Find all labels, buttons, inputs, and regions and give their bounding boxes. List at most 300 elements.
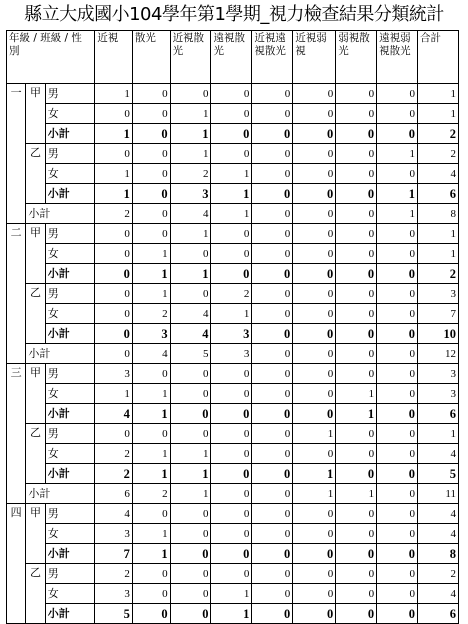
cell-total: 3 xyxy=(418,284,459,304)
sex-label: 男 xyxy=(45,284,95,304)
cell-near-amblyopia: 0 xyxy=(293,544,336,564)
cell-total: 4 xyxy=(418,504,459,524)
cell-total: 8 xyxy=(418,204,459,224)
header-amblyopia-astig: 弱視散光 xyxy=(336,31,377,84)
cell-near-astig: 0 xyxy=(170,564,211,584)
cell-near-amblyopia: 0 xyxy=(293,264,336,284)
table-row xyxy=(7,584,459,604)
cell-astig: 3 xyxy=(132,324,170,344)
table-row xyxy=(7,224,459,244)
table-row xyxy=(7,164,459,184)
cell-near: 0 xyxy=(95,264,133,284)
cell-far-astig: 1 xyxy=(211,204,252,224)
cell-amblyopia-astig: 0 xyxy=(336,184,377,204)
cell-far-astig: 1 xyxy=(211,584,252,604)
header-near-far-astig: 近視遠視散光 xyxy=(252,31,293,84)
cell-far-amblyopia-astig: 0 xyxy=(377,324,418,344)
class-subtotal-row xyxy=(7,324,459,344)
class-subtotal-row xyxy=(7,404,459,424)
cell-far-astig: 1 xyxy=(211,304,252,324)
cell-near: 0 xyxy=(95,424,133,444)
sex-label: 女 xyxy=(45,164,95,184)
cell-near-amblyopia: 0 xyxy=(293,244,336,264)
cell-near-far-astig: 0 xyxy=(252,464,293,484)
cell-far-amblyopia-astig: 1 xyxy=(377,204,418,224)
cell-near-far-astig: 0 xyxy=(252,184,293,204)
cell-near-astig: 0 xyxy=(170,404,211,424)
cell-astig: 1 xyxy=(132,464,170,484)
cell-amblyopia-astig: 0 xyxy=(336,364,377,384)
cell-near-amblyopia: 0 xyxy=(293,604,336,624)
cell-near-amblyopia: 0 xyxy=(293,404,336,424)
cell-near-astig: 5 xyxy=(170,344,211,364)
cell-far-astig: 0 xyxy=(211,104,252,124)
cell-near-astig: 4 xyxy=(170,304,211,324)
cell-near-astig: 0 xyxy=(170,604,211,624)
cell-near-amblyopia: 0 xyxy=(293,84,336,104)
cell-near-far-astig: 0 xyxy=(252,444,293,464)
cell-near-astig: 0 xyxy=(170,364,211,384)
cell-near-far-astig: 0 xyxy=(252,364,293,384)
cell-near-far-astig: 0 xyxy=(252,384,293,404)
cell-near-far-astig: 0 xyxy=(252,604,293,624)
vision-statistics-table xyxy=(6,30,459,624)
cell-near: 0 xyxy=(95,144,133,164)
cell-near-amblyopia: 0 xyxy=(293,164,336,184)
cell-far-astig: 2 xyxy=(211,284,252,304)
grade-cell: 一 xyxy=(7,84,26,224)
cell-near: 3 xyxy=(95,524,133,544)
cell-near: 3 xyxy=(95,364,133,384)
cell-far-amblyopia-astig: 0 xyxy=(377,604,418,624)
cell-amblyopia-astig: 0 xyxy=(336,524,377,544)
cell-amblyopia-astig: 0 xyxy=(336,564,377,584)
document-title: 縣立大成國小104學年第1學期_視力檢查結果分類統計 xyxy=(24,4,444,25)
cell-far-amblyopia-astig: 0 xyxy=(377,344,418,364)
cell-far-amblyopia-astig: 0 xyxy=(377,224,418,244)
cell-total: 2 xyxy=(418,144,459,164)
cell-near-astig: 2 xyxy=(170,164,211,184)
cell-near-far-astig: 0 xyxy=(252,164,293,184)
header-far-amblyopia-astig: 遠視弱視散光 xyxy=(377,31,418,84)
cell-total: 6 xyxy=(418,184,459,204)
cell-near-astig: 0 xyxy=(170,584,211,604)
cell-near: 1 xyxy=(95,184,133,204)
cell-total: 3 xyxy=(418,384,459,404)
cell-near-amblyopia: 1 xyxy=(293,424,336,444)
table-row xyxy=(7,104,459,124)
cell-amblyopia-astig: 1 xyxy=(336,404,377,424)
cell-amblyopia-astig: 0 xyxy=(336,344,377,364)
class-subtotal-row xyxy=(7,264,459,284)
cell-near-amblyopia: 0 xyxy=(293,204,336,224)
cell-amblyopia-astig: 0 xyxy=(336,124,377,144)
class-subtotal-row xyxy=(7,184,459,204)
cell-near-astig: 3 xyxy=(170,184,211,204)
cell-astig: 0 xyxy=(132,124,170,144)
cell-far-astig: 0 xyxy=(211,484,252,504)
cell-total: 1 xyxy=(418,244,459,264)
cell-near-amblyopia: 0 xyxy=(293,224,336,244)
cell-far-astig: 1 xyxy=(211,604,252,624)
cell-total: 2 xyxy=(418,124,459,144)
cell-far-amblyopia-astig: 0 xyxy=(377,404,418,424)
cell-total: 6 xyxy=(418,404,459,424)
class-cell: 甲 xyxy=(26,364,45,424)
cell-far-amblyopia-astig: 0 xyxy=(377,164,418,184)
header-near-astig: 近視散光 xyxy=(170,31,211,84)
cell-amblyopia-astig: 0 xyxy=(336,544,377,564)
cell-far-amblyopia-astig: 0 xyxy=(377,504,418,524)
cell-far-astig: 0 xyxy=(211,444,252,464)
sex-label: 小計 xyxy=(45,404,95,424)
cell-near-far-astig: 0 xyxy=(252,504,293,524)
sex-label: 女 xyxy=(45,384,95,404)
cell-amblyopia-astig: 0 xyxy=(336,264,377,284)
cell-astig: 0 xyxy=(132,604,170,624)
cell-near: 0 xyxy=(95,224,133,244)
class-cell: 乙 xyxy=(26,284,45,344)
class-cell: 乙 xyxy=(26,564,45,624)
cell-near-far-astig: 0 xyxy=(252,244,293,264)
class-cell: 甲 xyxy=(26,224,45,284)
cell-amblyopia-astig: 0 xyxy=(336,464,377,484)
cell-amblyopia-astig: 0 xyxy=(336,204,377,224)
cell-far-astig: 0 xyxy=(211,224,252,244)
cell-far-amblyopia-astig: 0 xyxy=(377,564,418,584)
cell-near: 4 xyxy=(95,504,133,524)
table-row xyxy=(7,144,459,164)
cell-far-astig: 0 xyxy=(211,124,252,144)
cell-astig: 2 xyxy=(132,304,170,324)
table-row xyxy=(7,384,459,404)
cell-near: 0 xyxy=(95,324,133,344)
cell-amblyopia-astig: 0 xyxy=(336,304,377,324)
cell-amblyopia-astig: 0 xyxy=(336,104,377,124)
sex-label: 小計 xyxy=(45,544,95,564)
cell-far-astig: 0 xyxy=(211,84,252,104)
sex-label: 小計 xyxy=(45,464,95,484)
cell-amblyopia-astig: 0 xyxy=(336,424,377,444)
cell-near-amblyopia: 0 xyxy=(293,344,336,364)
cell-far-amblyopia-astig: 0 xyxy=(377,484,418,504)
cell-near-far-astig: 0 xyxy=(252,284,293,304)
cell-near: 5 xyxy=(95,604,133,624)
cell-total: 12 xyxy=(418,344,459,364)
class-cell: 甲 xyxy=(26,504,45,564)
cell-far-amblyopia-astig: 0 xyxy=(377,424,418,444)
cell-near-astig: 4 xyxy=(170,324,211,344)
cell-amblyopia-astig: 0 xyxy=(336,144,377,164)
cell-amblyopia-astig: 0 xyxy=(336,604,377,624)
cell-total: 7 xyxy=(418,304,459,324)
cell-total: 4 xyxy=(418,444,459,464)
sex-label: 男 xyxy=(45,564,95,584)
cell-astig: 2 xyxy=(132,484,170,504)
cell-near-amblyopia: 0 xyxy=(293,524,336,544)
sex-label: 男 xyxy=(45,504,95,524)
cell-near: 0 xyxy=(95,244,133,264)
cell-far-amblyopia-astig: 0 xyxy=(377,364,418,384)
cell-far-amblyopia-astig: 1 xyxy=(377,144,418,164)
table-row xyxy=(7,524,459,544)
cell-amblyopia-astig: 0 xyxy=(336,84,377,104)
cell-near-astig: 1 xyxy=(170,124,211,144)
cell-total: 2 xyxy=(418,264,459,284)
cell-far-amblyopia-astig: 0 xyxy=(377,544,418,564)
cell-total: 4 xyxy=(418,164,459,184)
grade-cell: 四 xyxy=(7,504,26,624)
cell-far-amblyopia-astig: 0 xyxy=(377,584,418,604)
cell-far-amblyopia-astig: 0 xyxy=(377,284,418,304)
cell-far-astig: 0 xyxy=(211,544,252,564)
cell-near: 0 xyxy=(95,284,133,304)
sex-label: 女 xyxy=(45,444,95,464)
cell-astig: 1 xyxy=(132,404,170,424)
table-row xyxy=(7,364,459,384)
cell-far-astig: 0 xyxy=(211,264,252,284)
cell-near-astig: 0 xyxy=(170,84,211,104)
cell-astig: 0 xyxy=(132,504,170,524)
header-near-amblyopia: 近視弱視 xyxy=(293,31,336,84)
class-subtotal-row xyxy=(7,464,459,484)
cell-astig: 0 xyxy=(132,224,170,244)
cell-near-astig: 0 xyxy=(170,524,211,544)
cell-near: 1 xyxy=(95,84,133,104)
cell-astig: 1 xyxy=(132,284,170,304)
cell-near-astig: 4 xyxy=(170,204,211,224)
cell-near-amblyopia: 0 xyxy=(293,584,336,604)
class-subtotal-row xyxy=(7,544,459,564)
cell-near-far-astig: 0 xyxy=(252,344,293,364)
cell-astig: 0 xyxy=(132,144,170,164)
table-row xyxy=(7,424,459,444)
cell-amblyopia-astig: 0 xyxy=(336,504,377,524)
cell-far-astig: 0 xyxy=(211,144,252,164)
cell-near-amblyopia: 0 xyxy=(293,304,336,324)
header-total: 合計 xyxy=(418,31,459,84)
cell-far-astig: 0 xyxy=(211,464,252,484)
cell-far-astig: 0 xyxy=(211,564,252,584)
cell-far-astig: 0 xyxy=(211,524,252,544)
cell-near: 7 xyxy=(95,544,133,564)
cell-near-astig: 1 xyxy=(170,264,211,284)
cell-near-far-astig: 0 xyxy=(252,564,293,584)
sex-label: 小計 xyxy=(45,264,95,284)
cell-near-far-astig: 0 xyxy=(252,404,293,424)
cell-near: 0 xyxy=(95,304,133,324)
cell-amblyopia-astig: 1 xyxy=(336,384,377,404)
cell-near-far-astig: 0 xyxy=(252,224,293,244)
cell-near: 1 xyxy=(95,384,133,404)
cell-total: 2 xyxy=(418,564,459,584)
cell-astig: 1 xyxy=(132,264,170,284)
cell-near-amblyopia: 0 xyxy=(293,504,336,524)
cell-astig: 0 xyxy=(132,204,170,224)
cell-near-amblyopia: 0 xyxy=(293,564,336,584)
cell-near: 2 xyxy=(95,204,133,224)
sex-label: 男 xyxy=(45,364,95,384)
cell-amblyopia-astig: 0 xyxy=(336,584,377,604)
sex-label: 女 xyxy=(45,524,95,544)
cell-total: 1 xyxy=(418,84,459,104)
table-row xyxy=(7,244,459,264)
sex-label: 小計 xyxy=(45,324,95,344)
header-astig: 散光 xyxy=(132,31,170,84)
cell-far-amblyopia-astig: 0 xyxy=(377,124,418,144)
grade-subtotal-label: 小計 xyxy=(26,344,95,364)
class-cell: 乙 xyxy=(26,424,45,484)
cell-near-far-astig: 0 xyxy=(252,104,293,124)
cell-far-astig: 0 xyxy=(211,364,252,384)
cell-far-amblyopia-astig: 1 xyxy=(377,184,418,204)
cell-near-far-astig: 0 xyxy=(252,144,293,164)
sex-label: 女 xyxy=(45,584,95,604)
cell-amblyopia-astig: 1 xyxy=(336,484,377,504)
cell-near: 0 xyxy=(95,104,133,124)
table-row xyxy=(7,304,459,324)
cell-near-astig: 0 xyxy=(170,504,211,524)
cell-astig: 0 xyxy=(132,84,170,104)
cell-far-amblyopia-astig: 0 xyxy=(377,444,418,464)
cell-near-astig: 0 xyxy=(170,544,211,564)
cell-near-astig: 1 xyxy=(170,444,211,464)
grade-subtotal-row xyxy=(7,204,459,224)
cell-near-astig: 1 xyxy=(170,144,211,164)
cell-near-far-astig: 0 xyxy=(252,484,293,504)
cell-near: 1 xyxy=(95,124,133,144)
cell-total: 11 xyxy=(418,484,459,504)
cell-far-astig: 1 xyxy=(211,184,252,204)
cell-astig: 0 xyxy=(132,184,170,204)
sex-label: 男 xyxy=(45,84,95,104)
cell-total: 8 xyxy=(418,544,459,564)
cell-near: 3 xyxy=(95,584,133,604)
cell-astig: 0 xyxy=(132,104,170,124)
cell-far-astig: 1 xyxy=(211,164,252,184)
cell-near: 1 xyxy=(95,164,133,184)
cell-far-amblyopia-astig: 0 xyxy=(377,84,418,104)
cell-total: 4 xyxy=(418,524,459,544)
cell-near-amblyopia: 0 xyxy=(293,184,336,204)
cell-near-far-astig: 0 xyxy=(252,524,293,544)
cell-near-amblyopia: 0 xyxy=(293,444,336,464)
cell-far-amblyopia-astig: 0 xyxy=(377,304,418,324)
table-row xyxy=(7,444,459,464)
cell-far-astig: 0 xyxy=(211,404,252,424)
cell-far-astig: 3 xyxy=(211,324,252,344)
cell-near-astig: 0 xyxy=(170,424,211,444)
cell-total: 6 xyxy=(418,604,459,624)
cell-near-astig: 0 xyxy=(170,384,211,404)
table-row xyxy=(7,504,459,524)
cell-astig: 1 xyxy=(132,244,170,264)
class-subtotal-row xyxy=(7,124,459,144)
cell-far-amblyopia-astig: 0 xyxy=(377,264,418,284)
cell-amblyopia-astig: 0 xyxy=(336,164,377,184)
cell-near-amblyopia: 1 xyxy=(293,464,336,484)
cell-total: 3 xyxy=(418,364,459,384)
grade-subtotal-label: 小計 xyxy=(26,204,95,224)
grade-cell: 二 xyxy=(7,224,26,364)
cell-total: 10 xyxy=(418,324,459,344)
cell-total: 5 xyxy=(418,464,459,484)
cell-near: 6 xyxy=(95,484,133,504)
cell-near-far-astig: 0 xyxy=(252,544,293,564)
cell-near: 2 xyxy=(95,464,133,484)
grade-cell: 三 xyxy=(7,364,26,504)
cell-near-far-astig: 0 xyxy=(252,424,293,444)
cell-astig: 0 xyxy=(132,564,170,584)
sex-label: 小計 xyxy=(45,184,95,204)
header-near: 近視 xyxy=(95,31,133,84)
grade-subtotal-label: 小計 xyxy=(26,484,95,504)
cell-near-astig: 1 xyxy=(170,464,211,484)
cell-amblyopia-astig: 0 xyxy=(336,324,377,344)
cell-total: 4 xyxy=(418,584,459,604)
sex-label: 小計 xyxy=(45,124,95,144)
sex-label: 男 xyxy=(45,424,95,444)
sex-label: 男 xyxy=(45,144,95,164)
cell-near-astig: 1 xyxy=(170,104,211,124)
cell-near-astig: 1 xyxy=(170,224,211,244)
cell-far-amblyopia-astig: 0 xyxy=(377,384,418,404)
grade-subtotal-row xyxy=(7,344,459,364)
class-cell: 乙 xyxy=(26,144,45,204)
cell-far-amblyopia-astig: 0 xyxy=(377,464,418,484)
cell-near: 2 xyxy=(95,444,133,464)
cell-near-amblyopia: 0 xyxy=(293,104,336,124)
cell-far-astig: 3 xyxy=(211,344,252,364)
cell-near-astig: 0 xyxy=(170,284,211,304)
cell-near: 4 xyxy=(95,404,133,424)
cell-near: 0 xyxy=(95,344,133,364)
table-row xyxy=(7,564,459,584)
cell-astig: 0 xyxy=(132,424,170,444)
header-grade-class-sex: 年級 / 班級 / 性別 xyxy=(7,31,95,84)
cell-far-astig: 0 xyxy=(211,384,252,404)
cell-amblyopia-astig: 0 xyxy=(336,444,377,464)
table-row xyxy=(7,284,459,304)
header-row xyxy=(7,31,459,84)
sex-label: 女 xyxy=(45,104,95,124)
cell-far-astig: 0 xyxy=(211,424,252,444)
table-row xyxy=(7,84,459,104)
cell-astig: 0 xyxy=(132,164,170,184)
cell-near-far-astig: 0 xyxy=(252,204,293,224)
sex-label: 女 xyxy=(45,244,95,264)
cell-near-amblyopia: 0 xyxy=(293,324,336,344)
cell-near-astig: 0 xyxy=(170,244,211,264)
cell-amblyopia-astig: 0 xyxy=(336,284,377,304)
cell-astig: 1 xyxy=(132,384,170,404)
cell-far-astig: 0 xyxy=(211,504,252,524)
cell-near-amblyopia: 0 xyxy=(293,364,336,384)
class-subtotal-row xyxy=(7,604,459,624)
header-far-astig: 遠視散光 xyxy=(211,31,252,84)
cell-astig: 0 xyxy=(132,364,170,384)
cell-near-amblyopia: 0 xyxy=(293,284,336,304)
cell-near-far-astig: 0 xyxy=(252,304,293,324)
cell-near-astig: 1 xyxy=(170,484,211,504)
cell-astig: 1 xyxy=(132,444,170,464)
sex-label: 小計 xyxy=(45,604,95,624)
cell-near-amblyopia: 0 xyxy=(293,144,336,164)
cell-near-amblyopia: 0 xyxy=(293,384,336,404)
cell-astig: 4 xyxy=(132,344,170,364)
cell-amblyopia-astig: 0 xyxy=(336,244,377,264)
class-cell: 甲 xyxy=(26,84,45,144)
